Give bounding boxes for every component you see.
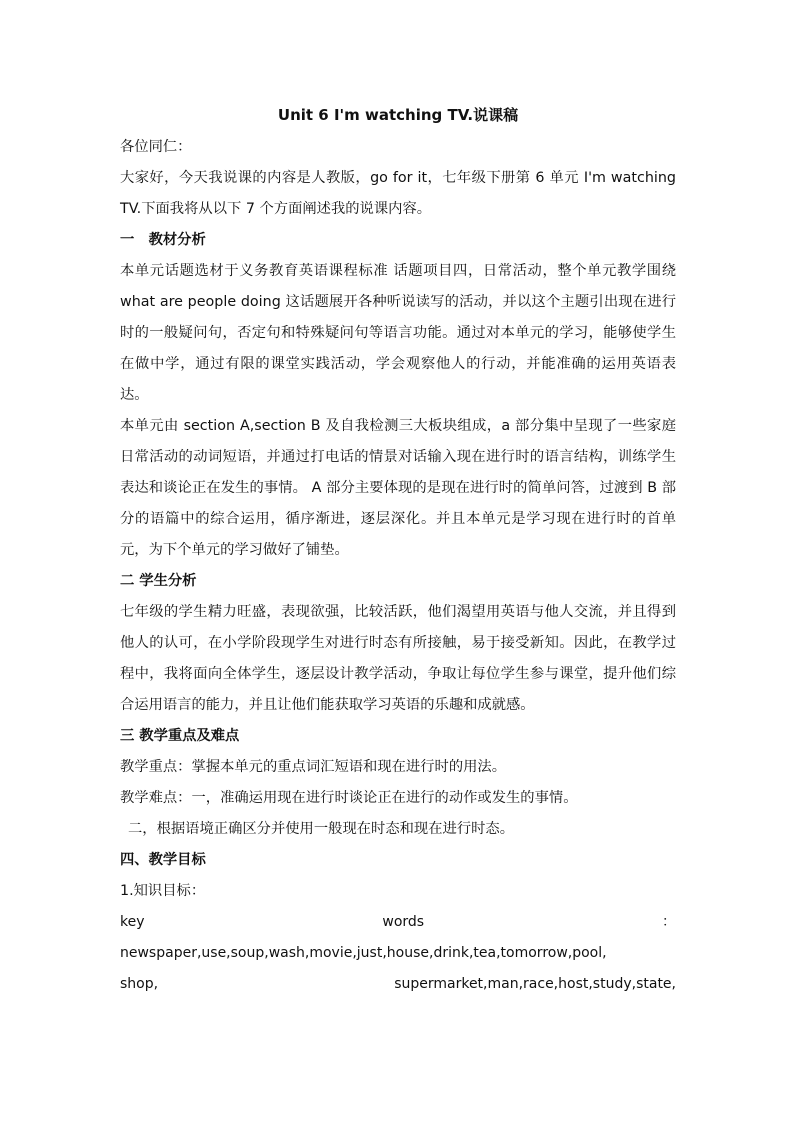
- teaching-difficulty-1: 教学难点：一，准确运用现在进行时谈论正在进行的动作或发生的事情。: [120, 790, 578, 806]
- teaching-key-point: 教学重点：掌握本单元的重点词汇短语和现在进行时的用法。: [120, 759, 507, 775]
- knowledge-objective-label: 1.知识目标：: [120, 883, 206, 899]
- section-heading-key-difficult-points: 三 教学重点及难点: [120, 728, 240, 744]
- teaching-difficulty-2: 二，根据语境正确区分并使用一般现在时态和现在进行时态。: [128, 821, 515, 837]
- document-page: [120, 100, 676, 1000]
- key-words-line-2-left: shop,: [120, 976, 159, 992]
- key-words-line-1: key words ： newspaper,use,soup,wash,movie,just,house,drink,tea,tomorrow,pool,: [120, 914, 676, 961]
- document-title: Unit 6 I'm watching TV.说课稿: [277, 106, 519, 124]
- intro-paragraph: 大家好，今天我说课的内容是人教版，go for it，七年级下册第 6 单元 I'm watching TV.下面我将从以下 7 个方面阐述我的说课内容。: [120, 170, 676, 217]
- textbook-analysis-paragraph-1: 本单元话题选材于义务教育英语课程标准 话题项目四，日常活动，整个单元教学围绕 what are people doing 这话题展开各种听说读写的活动，并以这个主题引出现在进行时的一般疑问句，否定句和特殊疑问句等语言功能。通过对本单元的学习，能够使学生在做中学，通过有限的课堂实践活动，学会观察他人的行动，并能准确的运用英语表达。: [120, 263, 676, 403]
- key-words-line-2-right: supermarket,man,race,host,study,state,: [394, 976, 676, 992]
- section-heading-student-analysis: 二 学生分析: [120, 573, 197, 589]
- greeting: 各位同仁：: [120, 139, 192, 155]
- key-words-line-2: [120, 969, 676, 1000]
- section-heading-textbook-analysis: 一 教材分析: [120, 232, 206, 248]
- textbook-analysis-paragraph-2: 本单元由 section A,section B 及自我检测三大板块组成，a 部分集中呈现了一些家庭日常活动的动词短语，并通过打电话的情景对话输入现在进行时的语言结构，训练学生表达和谈论正在发生的事情。 A 部分主要体现的是现在进行时的简单问答，过渡到 B 部分的语篇中的综合运用，循序渐进，逐层深化。并且本单元是学习现在进行时的首单元，为下个单元的学习做好了铺垫。: [120, 418, 676, 558]
- section-heading-teaching-objectives: 四、教学目标: [120, 852, 206, 868]
- student-analysis-paragraph: 七年级的学生精力旺盛，表现欲强，比较活跃，他们渴望用英语与他人交流，并且得到他人的认可，在小学阶段现学生对进行时态有所接触，易于接受新知。因此，在教学过程中，我将面向全体学生，逐层设计教学活动，争取让每位学生参与课堂，提升他们综合运用语言的能力，并且让他们能获取学习英语的乐趣和成就感。: [120, 604, 676, 713]
